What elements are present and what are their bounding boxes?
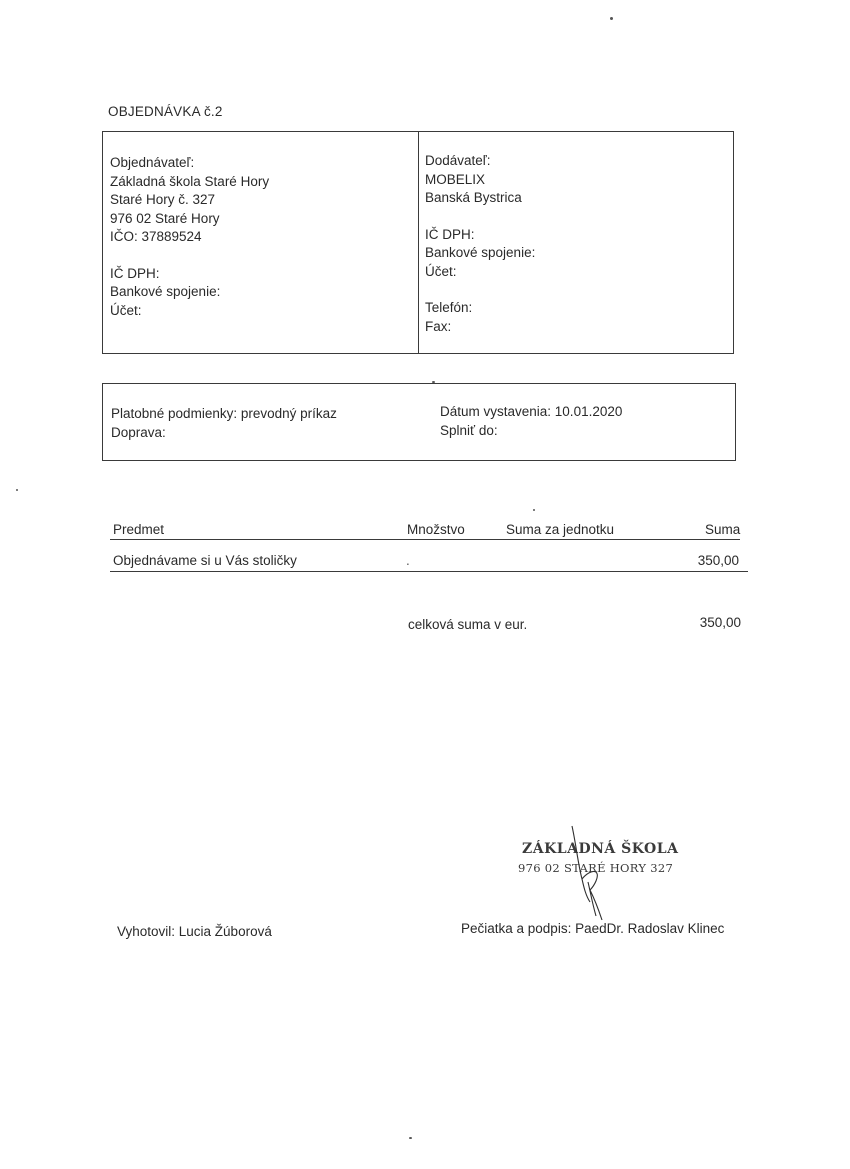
issue-date: Dátum vystavenia: 10.01.2020 bbox=[440, 404, 623, 419]
supplier-city: Banská Bystrica bbox=[425, 190, 522, 205]
buyer-name: Základná škola Staré Hory bbox=[110, 173, 270, 189]
scan-speck bbox=[409, 1137, 412, 1139]
buyer-ico: IČO: 37889524 bbox=[110, 229, 202, 244]
buyer-label: Objednávateľ: bbox=[110, 155, 195, 170]
terms-right bbox=[440, 403, 622, 440]
parties-divider bbox=[418, 132, 419, 353]
buyer-vat-id: IČ DPH: bbox=[110, 265, 160, 281]
prepared-by: Vyhotovil: Lucia Žúborová bbox=[117, 924, 272, 939]
stamp-line-1: ZÁKLADNÁ ŠKOLA bbox=[522, 841, 679, 857]
header-total: Suma bbox=[705, 522, 741, 537]
header-quantity: Množstvo bbox=[407, 522, 465, 537]
parties-box bbox=[102, 131, 734, 354]
supplier-vat-id: IČ DPH: bbox=[425, 226, 475, 242]
supplier-bank: Bankové spojenie: bbox=[425, 245, 536, 260]
grand-total-label: celková suma v eur. bbox=[408, 617, 528, 632]
document-title: OBJEDNÁVKA č.2 bbox=[108, 104, 223, 119]
buyer-bank: Bankové spojenie: bbox=[110, 284, 221, 299]
payment-terms: Platobné podmienky: prevodný príkaz bbox=[111, 406, 337, 421]
buyer-account: Účet: bbox=[110, 302, 142, 318]
supplier-label: Dodávateľ: bbox=[425, 153, 491, 168]
due-date: Splniť do: bbox=[440, 422, 498, 438]
header-unit-price: Suma za jednotku bbox=[506, 522, 615, 537]
row-item: Objednávame si u Vás stoličky bbox=[113, 553, 297, 568]
supplier-fax: Fax: bbox=[425, 318, 452, 334]
signature-label: Pečiatka a podpis: PaedDr. Radoslav Klinec bbox=[461, 921, 725, 936]
scan-speck bbox=[610, 17, 613, 20]
handwritten-signature bbox=[560, 824, 620, 924]
row-quantity: . bbox=[406, 553, 410, 568]
header-rule bbox=[110, 539, 740, 540]
supplier-section bbox=[425, 152, 535, 336]
transport: Doprava: bbox=[111, 424, 166, 440]
supplier-phone: Telefón: bbox=[425, 300, 473, 315]
header-item: Predmet bbox=[113, 522, 165, 537]
terms-left bbox=[111, 405, 337, 442]
stamp-line-2: 976 02 STARÉ HORY 327 bbox=[518, 861, 674, 875]
grand-total-value: 350,00 bbox=[699, 615, 741, 630]
buyer-section bbox=[110, 154, 269, 320]
supplier-name: MOBELIX bbox=[425, 171, 486, 187]
scan-speck bbox=[16, 489, 18, 491]
supplier-account: Účet: bbox=[425, 263, 457, 279]
row-total: 350,00 bbox=[697, 553, 739, 568]
terms-box bbox=[102, 383, 736, 461]
scan-speck bbox=[533, 509, 535, 511]
buyer-city: 976 02 Staré Hory bbox=[110, 210, 220, 226]
scan-speck bbox=[432, 381, 435, 383]
row-rule bbox=[110, 571, 748, 572]
buyer-street: Staré Hory č. 327 bbox=[110, 192, 216, 207]
